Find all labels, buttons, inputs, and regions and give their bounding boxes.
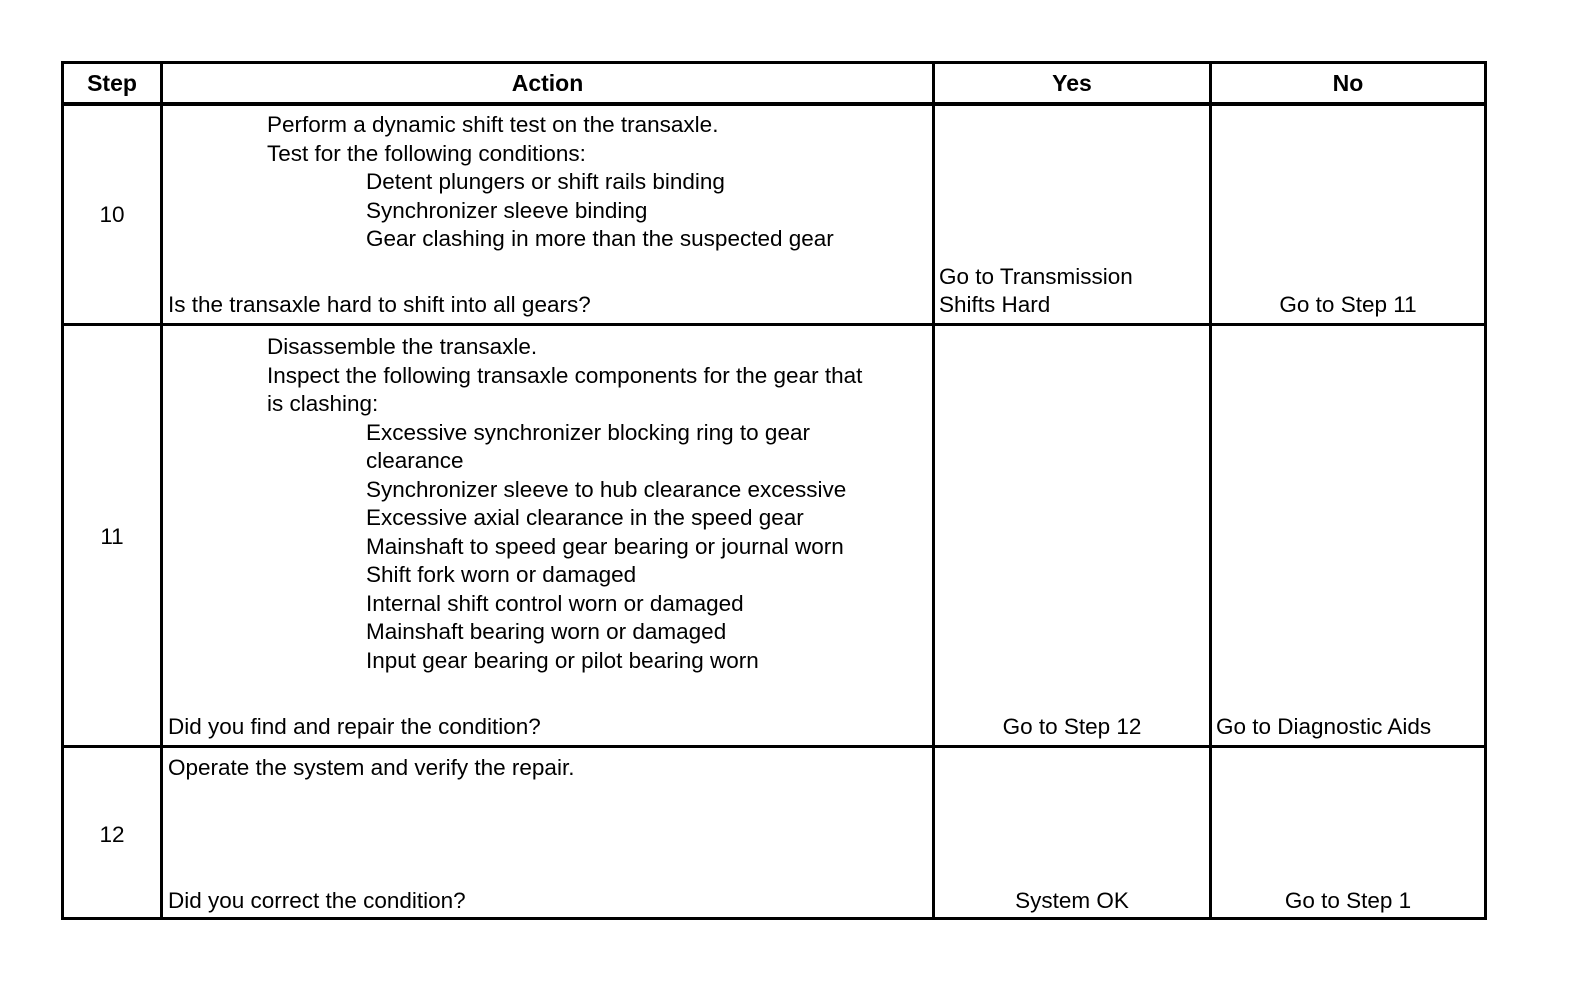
- header-no: No: [1332, 70, 1364, 96]
- yes-result: Shifts Hard: [939, 292, 1051, 317]
- condition-item: Shift fork worn or damaged: [366, 562, 637, 587]
- header-step: Step: [87, 70, 137, 96]
- question: Did you find and repair the condition?: [168, 714, 541, 739]
- step-number: 11: [100, 524, 124, 549]
- action-line: Disassemble the transaxle.: [267, 334, 538, 359]
- condition-item: Excessive synchronizer blocking ring to gear: [366, 419, 810, 445]
- question: Is the transaxle hard to shift into all gears?: [168, 292, 591, 317]
- condition-item: Synchronizer sleeve to hub clearance excessive: [366, 476, 847, 502]
- condition-item: Detent plungers or shift rails binding: [366, 169, 725, 194]
- diagnostic-table: [61, 61, 1487, 920]
- condition-item: Input gear bearing or pilot bearing worn: [366, 647, 759, 673]
- action-line: Test for the following conditions:: [267, 140, 586, 166]
- action-line: is clashing:: [267, 391, 379, 416]
- condition-item: Excessive axial clearance in the speed gear: [366, 505, 804, 530]
- condition-item: Mainshaft to speed gear bearing or journal worn: [366, 533, 844, 559]
- no-result: Go to Step 11: [1279, 292, 1417, 317]
- condition-item: Mainshaft bearing worn or damaged: [366, 619, 727, 644]
- row-divider-11-12: [64, 745, 1484, 748]
- step-number: 12: [99, 822, 125, 847]
- yes-result: System OK: [1015, 888, 1129, 913]
- header-yes: Yes: [1052, 70, 1092, 96]
- yes-result: Go to Step 12: [1002, 714, 1142, 739]
- action-line: Perform a dynamic shift test on the transaxle.: [267, 112, 719, 137]
- header-divider: [64, 102, 1484, 106]
- column-divider-action-yes: [932, 64, 935, 917]
- column-divider-step-action: [160, 64, 163, 917]
- column-divider-yes-no: [1209, 64, 1212, 917]
- no-result: Go to Step 1: [1284, 888, 1412, 913]
- yes-result: Go to Transmission: [939, 264, 1133, 289]
- condition-item: Internal shift control worn or damaged: [366, 590, 744, 616]
- action-line: Inspect the following transaxle components for the gear that: [267, 362, 863, 388]
- step-number: 10: [99, 202, 125, 227]
- no-result: Go to Diagnostic Aids: [1216, 714, 1432, 739]
- condition-item: Synchronizer sleeve binding: [366, 197, 648, 223]
- action-line: Operate the system and verify the repair.: [168, 755, 575, 780]
- question: Did you correct the condition?: [168, 888, 466, 913]
- condition-item: clearance: [366, 448, 464, 473]
- condition-item: Gear clashing in more than the suspected gear: [366, 226, 834, 251]
- header-action: Action: [511, 70, 584, 96]
- row-divider-10-11: [64, 323, 1484, 326]
